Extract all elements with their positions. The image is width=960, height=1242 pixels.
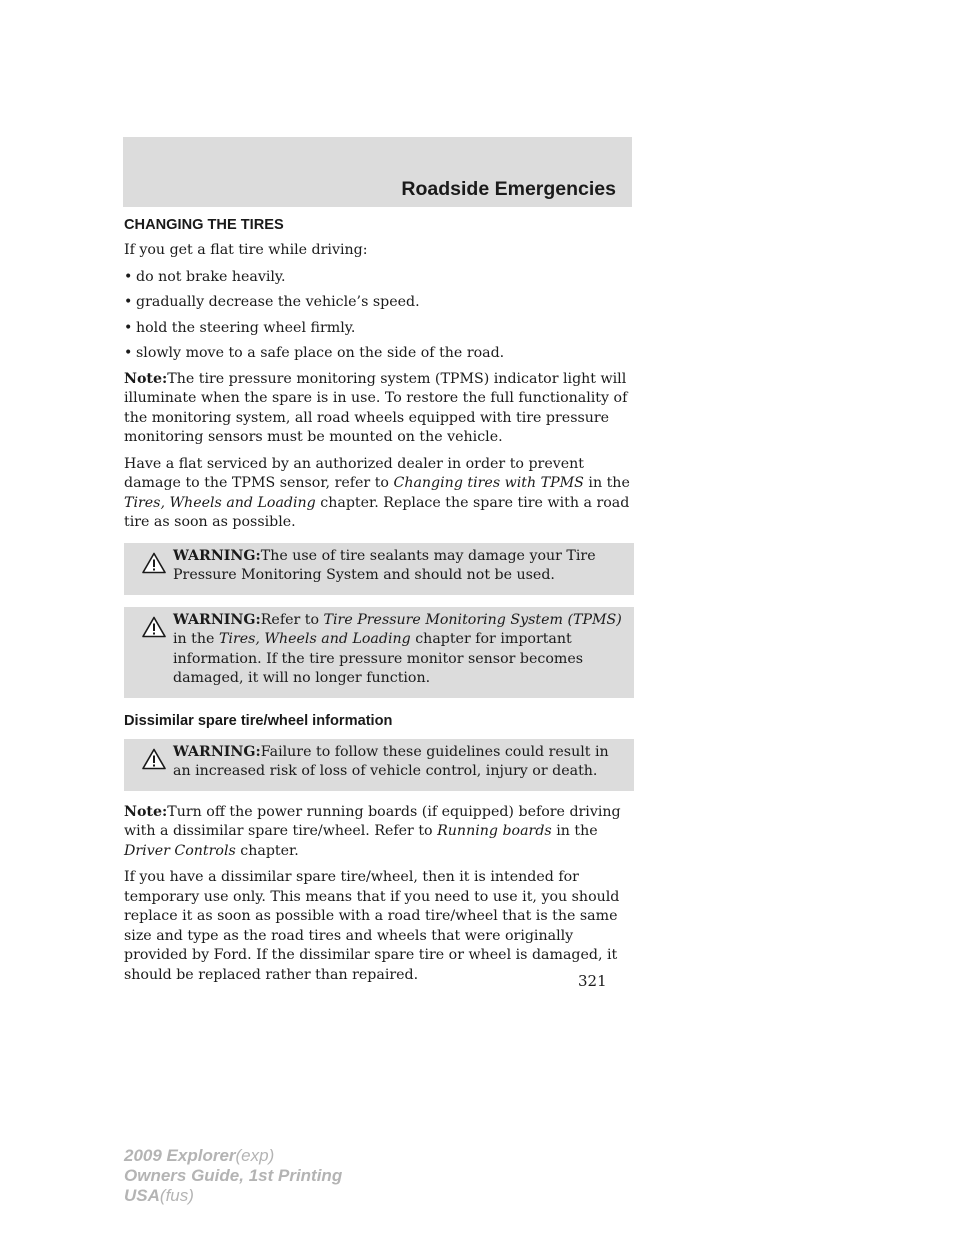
bullet-icon: • — [124, 345, 133, 361]
warning-label: WARNING: — [173, 547, 261, 564]
section-title: Roadside Emergencies — [401, 178, 616, 200]
page-number: 321 — [578, 972, 607, 990]
warning-triangle-icon — [142, 552, 166, 574]
page-content — [124, 216, 634, 985]
bullet-icon: • — [124, 319, 133, 336]
list-item: • hold the steering wheel firmly. — [124, 319, 634, 339]
warning-triangle-icon — [142, 616, 166, 638]
section-heading-changing-tires: CHANGING THE TIRES — [124, 217, 284, 233]
list-item: • slowly move to a safe place on the side of the road. — [124, 344, 634, 364]
list-item: • do not brake heavily. — [124, 268, 634, 288]
intro-text: If you get a flat tire while driving: — [124, 242, 368, 258]
note-tpms: Note:The tire pressure monitoring system (TPMS) indicator light will illuminate when the spare is in use. To restore the full functionality of the monitoring system, all road wheels equipped with tire pressure monitoring sensors must be mounted on the vehicle. — [124, 370, 628, 445]
warning-triangle-icon — [142, 748, 166, 770]
warning-label: WARNING: — [173, 743, 261, 760]
flat-service-paragraph: Have a flat serviced by an authorized dealer in order to prevent damage to the TPMS sensor, refer to Changing tires with TPMS in the Tires, Wheels and Loading chapter. Replace the spare tire with a road tire as soon as possible. — [124, 455, 630, 530]
section-header — [123, 137, 632, 207]
bullet-icon: • — [124, 294, 133, 310]
document-footer: 2009 Explorer(exp) Owners Guide, 1st Printing USA(fus) — [124, 1146, 343, 1205]
warning-label: WARNING: — [173, 611, 261, 628]
list-item: • gradually decrease the vehicle’s speed. — [124, 293, 634, 313]
bullet-icon: • — [124, 268, 133, 285]
warning-box-tpms-reference: WARNING:Refer to Tire Pressure Monitoring System (TPMS) in the Tires, Wheels and Loading chapter for important information. If the tire pressure monitor sensor becomes damaged, it will no longer function. — [124, 607, 634, 698]
warning-box-sealants: WARNING:The use of tire sealants may damage your Tire Pressure Monitoring System and should not be used. — [124, 543, 634, 595]
note-running-boards: Note:Turn off the power running boards (if equipped) before driving with a dissimilar spare tire/wheel. Refer to Running boards in the Driver Controls chapter. — [124, 803, 621, 859]
dissimilar-spare-paragraph: If you have a dissimilar spare tire/wheel, then it is intended for temporary use only. This means that if you need to use it, you should replace it as soon as possible with a road tire/wheel that is the same size and type as the road tires and wheels that were originally provided by Ford. If the dissimilar spare tire or wheel is damaged, it should be replaced rather than repaired. — [124, 869, 620, 983]
warning-box-dissimilar: WARNING:Failure to follow these guidelines could result in an increased risk of loss of vehicle control, injury or death. — [124, 739, 634, 791]
bullet-list — [124, 268, 634, 364]
section-heading-dissimilar-spare: Dissimilar spare tire/wheel information — [124, 712, 393, 729]
